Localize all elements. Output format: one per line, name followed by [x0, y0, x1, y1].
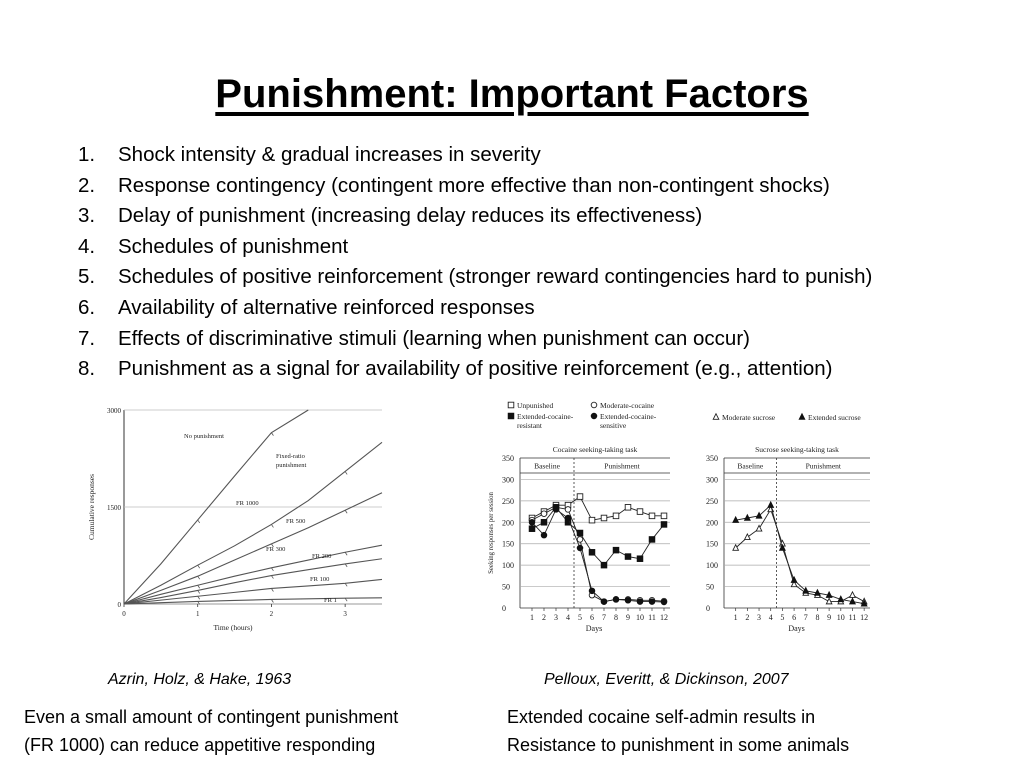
data-point: [589, 588, 595, 594]
x-axis-label: Days: [585, 624, 603, 633]
data-point: [649, 537, 655, 543]
sucrose-seeking-chart: [700, 398, 884, 644]
series-line: [532, 507, 664, 601]
data-point: [565, 507, 571, 513]
factor-number: 7.: [78, 326, 96, 350]
x-tick-label: 8: [815, 613, 820, 622]
data-point: [577, 545, 583, 551]
factor-number: 4.: [78, 234, 96, 258]
x-tick-label: 5: [578, 613, 582, 622]
record-tick: [345, 583, 347, 586]
series-line: [124, 598, 382, 604]
x-tick-label: 9: [626, 613, 630, 622]
data-point: [625, 554, 631, 560]
record-tick: [271, 433, 273, 436]
record-tick: [198, 585, 200, 588]
legend-label: Extended-cocaine-sensitive: [600, 412, 657, 430]
data-point: [577, 494, 583, 500]
y-tick-label: 3000: [107, 407, 121, 415]
cocaine-seeking-chart: [484, 398, 684, 644]
data-point: [577, 537, 583, 543]
data-point: [649, 513, 655, 519]
citation-right: Pelloux, Everitt, & Dickinson, 2007: [544, 671, 789, 688]
data-point: [799, 414, 805, 420]
data-point: [733, 545, 739, 551]
data-point: [745, 534, 751, 540]
y-tick-label: 150: [502, 539, 514, 549]
data-point: [529, 526, 535, 532]
legend-label: Extended-cocaine-resistant: [517, 412, 574, 430]
factor-item: [78, 232, 872, 263]
y-tick-label: 300: [502, 475, 514, 485]
x-tick-label: 2: [745, 613, 750, 622]
x-tick-label: 11: [848, 613, 857, 622]
x-tick-label: 3: [757, 613, 762, 622]
y-tick-label: 0: [502, 604, 506, 613]
x-tick-label: 1: [195, 610, 200, 618]
data-point: [803, 588, 809, 594]
series-line: [532, 509, 664, 602]
y-axis-label: Seeking responses per session: [488, 492, 495, 574]
curve-annotation: FR 300: [266, 546, 286, 553]
data-point: [625, 504, 631, 510]
factor-item: [78, 140, 872, 171]
y-tick-label: 100: [706, 561, 718, 571]
y-tick-label: 350: [502, 454, 514, 463]
data-point: [850, 592, 856, 598]
record-tick: [345, 471, 347, 474]
y-tick-label: 200: [502, 518, 514, 528]
curve-annotation: No punishment: [184, 433, 224, 440]
data-point: [591, 402, 597, 408]
phase-label: Baseline: [737, 461, 764, 471]
x-tick-label: 7: [803, 613, 808, 622]
series-line: [736, 509, 864, 601]
data-point: [625, 597, 631, 603]
factor-item: [78, 324, 872, 355]
data-point: [565, 515, 571, 521]
data-point: [601, 599, 607, 605]
x-tick-label: 2: [269, 610, 274, 618]
phase-label: Punishment: [604, 461, 640, 471]
data-point: [577, 530, 583, 536]
record-tick: [198, 520, 200, 523]
x-axis-label: Time (hours): [213, 623, 253, 632]
caption-line: (FR 1000) can reduce appetitive responding: [24, 735, 376, 755]
data-point: [713, 414, 719, 420]
x-tick-label: 10: [636, 613, 644, 622]
y-tick-label: 350: [706, 454, 718, 463]
data-point: [553, 507, 559, 513]
record-tick: [198, 590, 200, 593]
data-point: [529, 519, 535, 525]
data-point: [601, 515, 607, 521]
record-tick: [345, 510, 347, 513]
caption-line: Even a small amount of contingent punishment: [24, 707, 399, 727]
y-tick-label: 1500: [107, 504, 121, 512]
x-tick-label: 10: [836, 613, 845, 622]
data-point: [589, 549, 595, 555]
phase-label: Punishment: [805, 461, 841, 471]
cumulative-response-chart: [84, 398, 390, 642]
legend-label: Moderate-cocaine: [600, 401, 655, 410]
curve-annotation: FR 1: [324, 597, 337, 604]
factor-text: Delay of punishment (increasing delay reduces its effectiveness): [118, 204, 703, 228]
factor-item: [78, 201, 872, 232]
curve-annotation: Fixed-ratio punishment: [276, 453, 307, 469]
factor-text: Schedules of punishment: [118, 234, 349, 258]
caption-left: [24, 703, 398, 759]
data-point: [768, 502, 774, 508]
x-tick-label: 2: [542, 613, 546, 622]
y-tick-label: 250: [706, 496, 718, 506]
x-tick-label: 0: [122, 610, 126, 618]
factor-text: Punishment as a signal for availability of positive reinforcement (e.g., attention): [118, 357, 833, 381]
x-tick-label: 6: [792, 613, 797, 622]
y-tick-label: 50: [706, 582, 714, 592]
caption-right: [507, 703, 849, 759]
factor-number: 5.: [78, 265, 96, 289]
caption-line: Extended cocaine self-admin results in: [507, 707, 816, 727]
data-point: [601, 562, 607, 568]
chart-title: Sucrose seeking-taking task: [755, 445, 839, 454]
factor-item: [78, 354, 872, 385]
series-line: [124, 493, 382, 604]
chart-title: Cocaine seeking-taking task: [552, 445, 638, 454]
x-tick-label: 11: [648, 613, 656, 622]
factor-text: Response contingency (contingent more effective than non-contingent shocks): [118, 173, 830, 197]
data-point: [591, 413, 597, 419]
data-point: [756, 513, 762, 519]
data-point: [637, 509, 643, 515]
data-point: [589, 517, 595, 523]
y-tick-label: 0: [117, 601, 121, 609]
x-tick-label: 6: [590, 613, 594, 622]
record-tick: [345, 552, 347, 555]
factor-number: 2.: [78, 173, 96, 197]
data-point: [637, 556, 643, 562]
factor-number: 1.: [78, 143, 96, 166]
curve-annotation: FR 200: [312, 553, 332, 560]
caption-line: Resistance to punishment in some animals: [507, 735, 850, 755]
x-tick-label: 7: [602, 613, 606, 622]
curve-annotation: FR 1000: [236, 500, 259, 507]
factor-text: Schedules of positive reinforcement (stronger reward contingencies hard to punish): [118, 265, 873, 289]
x-tick-label: 12: [860, 613, 869, 622]
data-point: [613, 547, 619, 553]
y-tick-label: 50: [502, 582, 510, 592]
x-tick-label: 1: [733, 613, 738, 622]
x-tick-label: 12: [660, 613, 668, 622]
data-point: [613, 597, 619, 603]
factor-number: 6.: [78, 295, 96, 319]
data-point: [508, 413, 514, 419]
phase-label: Baseline: [534, 461, 560, 471]
series-line: [532, 497, 664, 521]
series-line: [124, 545, 382, 604]
curve-annotation: FR 500: [286, 518, 306, 525]
factor-item: [78, 171, 872, 202]
x-tick-label: 3: [554, 613, 558, 622]
record-tick: [271, 524, 273, 527]
data-point: [541, 519, 547, 525]
record-tick: [271, 568, 273, 571]
record-tick: [345, 564, 347, 567]
x-tick-label: 1: [530, 613, 534, 622]
y-tick-label: 300: [706, 475, 718, 485]
record-tick: [198, 576, 200, 579]
y-tick-label: 0: [706, 604, 710, 613]
data-point: [541, 532, 547, 538]
record-tick: [198, 565, 200, 568]
x-tick-label: 5: [780, 613, 785, 622]
series-line: [124, 559, 382, 604]
factor-text: Shock intensity & gradual increases in severity: [118, 143, 541, 166]
series-line: [124, 442, 382, 604]
factor-number: 3.: [78, 204, 96, 228]
record-tick: [271, 576, 273, 579]
factor-item: [78, 293, 872, 324]
factor-text: Availability of alternative reinforced responses: [118, 295, 535, 319]
x-tick-label: 8: [614, 613, 618, 622]
x-tick-label: 4: [566, 613, 570, 622]
legend-label: Extended sucrose: [808, 413, 861, 422]
y-tick-label: 250: [502, 496, 514, 506]
y-tick-label: 100: [502, 561, 514, 571]
data-point: [508, 402, 514, 408]
data-point: [649, 599, 655, 605]
factor-number: 8.: [78, 357, 96, 381]
citation-left: Azrin, Holz, & Hake, 1963: [108, 671, 292, 688]
record-tick: [198, 596, 200, 599]
data-point: [826, 598, 832, 604]
factor-item: [78, 262, 872, 293]
x-tick-label: 3: [343, 610, 347, 618]
curve-annotation: FR 100: [310, 576, 330, 583]
data-point: [613, 513, 619, 519]
series-line: [532, 507, 664, 565]
y-tick-label: 150: [706, 539, 718, 549]
legend-label: Moderate sucrose: [722, 413, 776, 422]
y-axis-label: Cumulative responses: [87, 473, 96, 541]
data-point: [661, 599, 667, 605]
x-tick-label: 9: [827, 613, 832, 622]
data-point: [661, 522, 667, 528]
factor-list: [78, 140, 872, 385]
slide-title: Punishment: Important Factors: [215, 72, 809, 116]
y-tick-label: 200: [706, 518, 718, 528]
legend-label: Unpunished: [517, 401, 554, 410]
factor-text: Effects of discriminative stimuli (learning when punishment can occur): [118, 326, 750, 350]
data-point: [661, 513, 667, 519]
data-point: [637, 599, 643, 605]
data-point: [541, 511, 547, 517]
x-axis-label: Days: [788, 624, 805, 633]
x-tick-label: 4: [768, 613, 773, 622]
